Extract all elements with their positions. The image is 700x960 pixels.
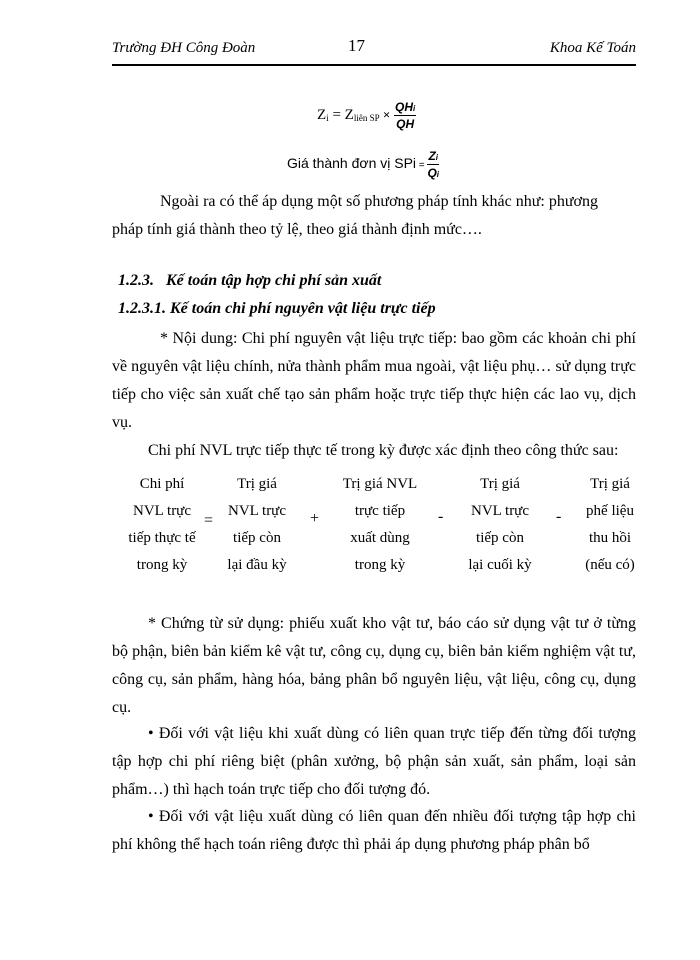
formula-times: × [379, 106, 391, 122]
paragraph-other-methods-cont [112, 216, 636, 244]
formula-op-minus-1: - [438, 508, 444, 525]
header-school: Trường ĐH Công Đoàn [112, 40, 256, 56]
formula-cell: NVL trực [228, 503, 286, 519]
formula-cell: lại đầu kỳ [227, 557, 287, 573]
heading-text: Kế toán tập hợp chi phí sản xuất [166, 272, 382, 289]
formula-op-plus: + [310, 510, 320, 527]
heading-text: Kế toán chi phí nguyên vật liệu trực tiếp [170, 300, 436, 317]
paragraph-line: Ngoài ra có thể áp dụng một số phương pháp tính khác như: phương [160, 193, 598, 210]
formula-zi [317, 100, 416, 131]
formula-op-minus-2: - [556, 508, 562, 525]
formula-cell: phế liệu [586, 503, 634, 519]
formula-zi-sub: i [326, 112, 329, 123]
formula-cell: xuất dùng [350, 530, 410, 546]
header-department: Khoa Kế Toán [549, 40, 636, 56]
formula-zi-fraction [394, 100, 416, 131]
section-heading-1-2-3-1 [118, 300, 436, 318]
fraction-numerator: Z [428, 149, 436, 163]
formula-unit-price-eq: = [416, 160, 428, 172]
formula-col-opening [215, 471, 299, 579]
formula-unit-price-label: Giá thành đơn vị SPi [287, 155, 417, 172]
paragraph-other-methods [112, 188, 636, 216]
paragraph-line: pháp tính giá thành theo tỷ lệ, theo giá thành định mức…. [112, 221, 482, 238]
paragraph-formula-intro: Chi phí NVL trực tiếp thực tế trong kỳ được xác định theo công thức sau: [148, 442, 619, 459]
formula-unit-price-fraction [427, 149, 439, 180]
paragraph-documents: * Chứng từ sử dụng: phiếu xuất kho vật tư, báo cáo sử dụng vật tư ở từng bộ phận, biên bản kiểm kê vật tư, công cụ, dụng cụ, biên bản kiểm nghiệm vật tư, công cụ, sản phẩm, hàng hóa, bảng phân bổ nguyên liệu, vật liệu, công cụ, dụng cụ. [112, 615, 636, 716]
fraction-denominator: QH [396, 117, 415, 131]
heading-number: 1.2.3. [118, 272, 154, 289]
paragraph-direct-allocation: • Đối với vật liệu khi xuất dùng có liên quan trực tiếp đến từng đối tượng tập hợp chi phí riêng biệt (phân xưởng, bộ phận sản xuất, sản phẩm, loại sản phẩm…) thì hạch toán trực tiếp cho đối tượng đó. [112, 725, 636, 798]
paragraph-indirect-allocation: • Đối với vật liệu xuất dùng có liên quan đến nhiều đối tượng tập hợp chi phí không thể hạch toán riêng được thì phải áp dụng phương pháp phân bổ [112, 808, 636, 853]
formula-zlien-symbol: Z [344, 106, 354, 123]
heading-number: 1.2.3.1. [118, 300, 166, 317]
formula-cell: NVL trực [133, 503, 191, 519]
page-number: 17 [348, 36, 365, 55]
formula-cell: (nếu có) [585, 557, 635, 573]
fraction-numerator-sub: i [413, 104, 416, 113]
formula-cell: Trị giá [237, 476, 277, 492]
formula-cell: tiếp thực tế [128, 530, 196, 546]
formula-unit-price [287, 149, 439, 180]
fraction-numerator: QH [395, 100, 414, 114]
formula-cell: trực tiếp [354, 503, 406, 519]
formula-col-actual-cost [112, 471, 212, 579]
formula-col-scrap [570, 471, 650, 579]
page-header [112, 36, 636, 66]
paragraph-content: * Nội dung: Chi phí nguyên vật liệu trực tiếp: bao gồm các khoản chi phí về nguyên vật liệu chính, nửa thành phẩm mua ngoài, vật liệu phụ… sử dụng trực tiếp cho việc sản xuất chế tạo sản phẩm hoặc trực tiếp thực hiện các lao vụ, dịch vụ. [112, 330, 636, 431]
formula-cell: tiếp còn [476, 530, 524, 546]
formula-zlien-sub: liên SP [353, 112, 380, 123]
fraction-denominator: Q [427, 166, 437, 180]
formula-cell: Chi phí [139, 476, 185, 492]
formula-col-closing [455, 471, 545, 579]
formula-cell: NVL trực [471, 503, 529, 519]
section-heading-1-2-3 [118, 272, 381, 290]
formula-col-issued [325, 471, 435, 579]
fraction-numerator-sub: i [435, 153, 439, 162]
formula-cell: thu hồi [588, 530, 632, 546]
formula-cell: Trị giá [480, 476, 520, 492]
formula-cell: Trị giá [590, 476, 630, 492]
formula-cell: trong kỳ [354, 557, 406, 573]
fraction-denominator-sub: i [436, 170, 440, 179]
formula-cell: tiếp còn [233, 530, 281, 546]
formula-op-equals: = [204, 512, 214, 529]
formula-cell: trong kỳ [136, 557, 188, 573]
formula-cell: Trị giá NVL [342, 476, 418, 492]
formula-cell: lại cuối kỳ [468, 557, 532, 573]
formula-zi-eq: = [328, 106, 345, 123]
formula-zi-symbol: Z [317, 106, 327, 123]
